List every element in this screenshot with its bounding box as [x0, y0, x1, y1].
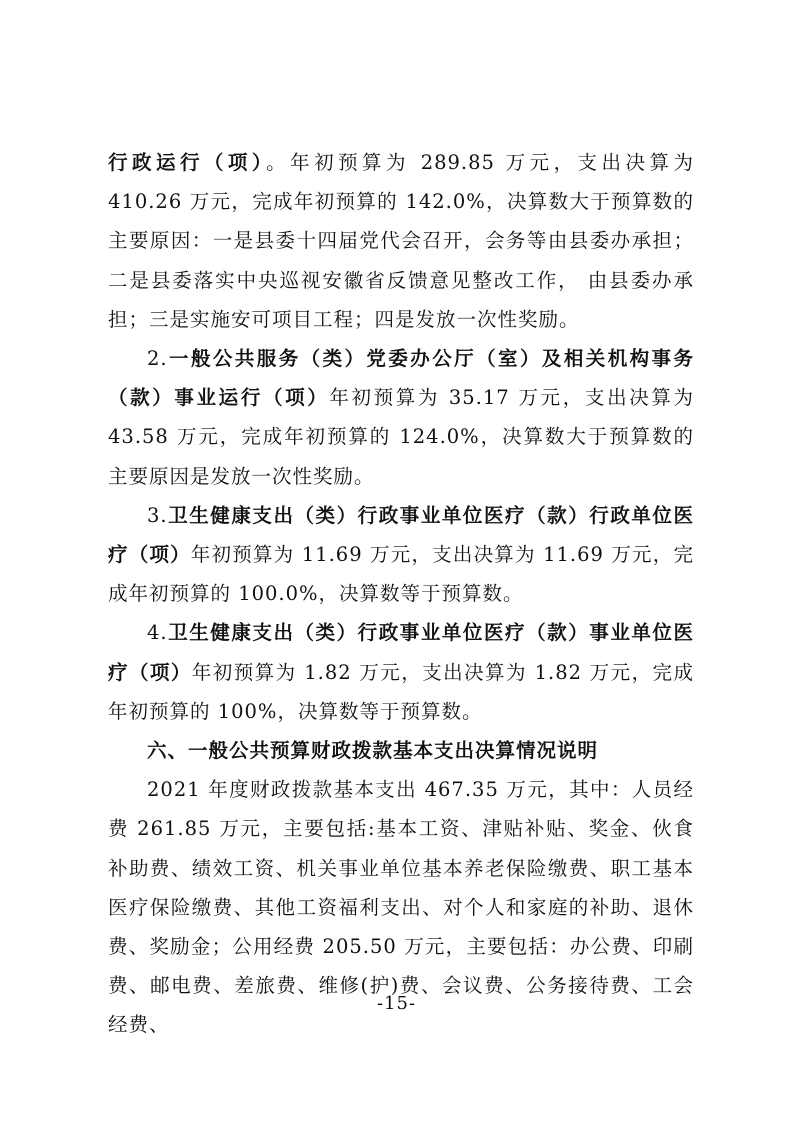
item-title: 一般公共服务（类）党委办公厅（室）及相关机构事务（款）事业运行（项）	[108, 347, 694, 410]
item-text: 年初预算为 35.17 万元，支出决算为 43.58 万元，完成年初预算的 124.0%，决算数大于预算数的主要原因是发放一次性奖励。	[108, 386, 694, 488]
item-text: 年初预算为 1.82 万元，支出决算为 1.82 万元，完成年初预算的 100%，决算数等于预算数。	[108, 660, 694, 723]
item-number: 4.	[147, 621, 168, 645]
item-title: 卫生健康支出（类）行政事业单位医疗（款）行政单位医疗（项）	[108, 503, 694, 567]
paragraph-item-2	[108, 339, 694, 496]
paragraph-text: 2021 年度财政拨款基本支出 467.35 万元，其中：人员经费 261.85 万元，主要包括:基本工资、津贴补贴、奖金、伙食补助费、绩效工资、机关事业单位基本养老保险缴费、职工基本医疗保险缴费、其他工资福利支出、对个人和家庭的补助、退休费、奖励金；公用经费 205.50 万元，主要包括：办公费、印刷费、邮电费、差旅费、维修(护)费、会议费、公务接待费、工会经费、	[108, 778, 694, 1037]
paragraph-administrative-operation	[108, 143, 694, 339]
paragraph-item-3	[108, 496, 694, 614]
item-number: 3.	[147, 503, 168, 527]
item-text: 年初预算为 11.69 万元，支出决算为 11.69 万元，完成年初预算的 100.0%，决算数等于预算数。	[108, 543, 694, 606]
item-title: 行政运行（项）	[108, 151, 267, 174]
page-number: -15-	[376, 993, 417, 1014]
item-number: 2.	[147, 347, 168, 371]
item-title: 卫生健康支出（类）行政事业单位医疗（款）事业单位医疗（项）	[108, 621, 694, 684]
item-text: 。年初预算为 289.85 万元，支出决算为 410.26 万元，完成年初预算的 142.0%，决算数大于预算数的主要原因：一是县委十四届党代会召开，会务等由县委办承担；二是县委落实中央巡视安徽省反馈意见整改工作， 由县委办承担；三是实施安可项目工程；四是发放一次性奖励。	[108, 151, 694, 331]
paragraph-item-4	[108, 613, 694, 731]
section-heading: 六、一般公共预算财政拨款基本支出决算情况说明	[147, 739, 599, 763]
document-body	[108, 143, 694, 1045]
